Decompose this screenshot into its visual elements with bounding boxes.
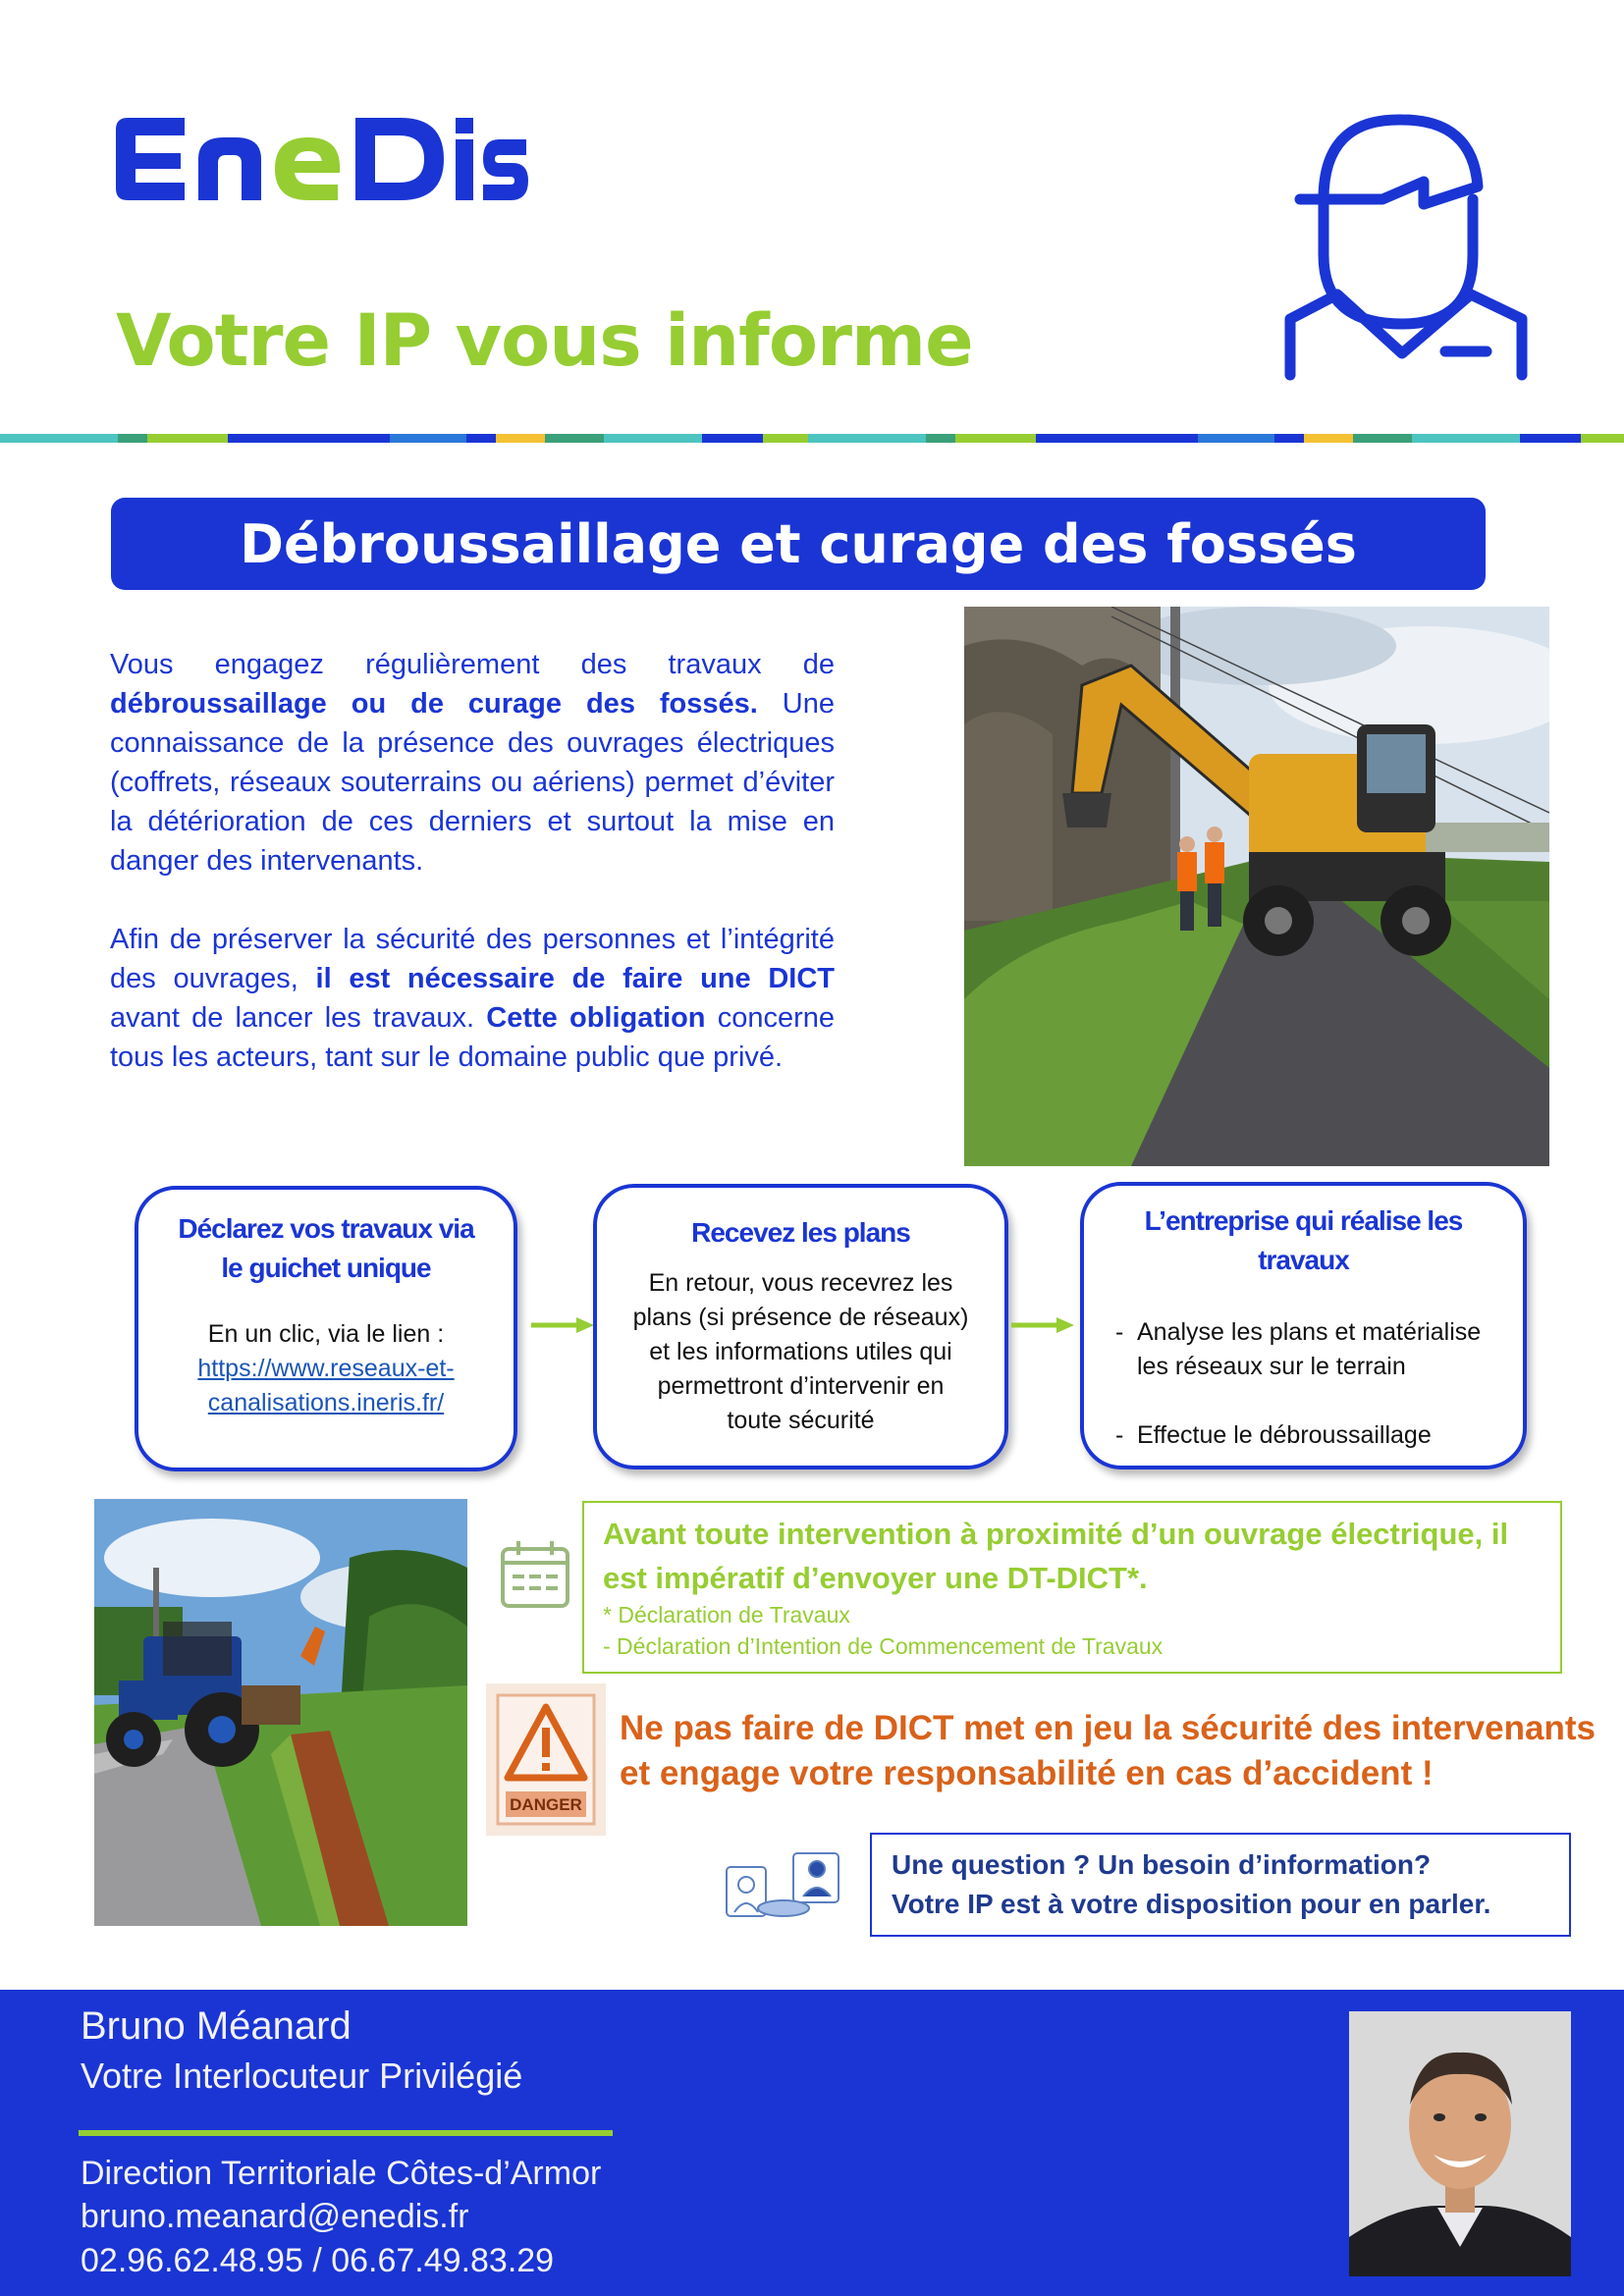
step-contractor	[1080, 1182, 1527, 1469]
arrow-right-icon	[531, 1315, 594, 1335]
link-text: canalisations.ineris.fr/	[207, 1389, 445, 1416]
step-title: Déclarez vos travaux via	[178, 1213, 474, 1244]
step-text: toute sécurité	[727, 1407, 875, 1434]
title-banner	[111, 498, 1486, 590]
bullet: -	[1115, 1318, 1124, 1346]
intro-text: concerne tous les acteurs, tant sur le domaine public que privé.	[110, 1002, 835, 1073]
intro-emphasis: Cette obligation	[486, 1002, 706, 1034]
step-text: plans (si présence de réseaux)	[632, 1304, 969, 1331]
step-text: En retour, vous recevrez les	[648, 1269, 953, 1297]
color-stripe	[0, 434, 1624, 443]
page-title: Débroussaillage et curage des fossés	[240, 512, 1357, 575]
dt-dict-headline: Avant toute intervention à proximité d’un ouvrage électrique, il est impératif d’envoyer une DT-DICT*.	[603, 1517, 1509, 1595]
contact-name: Bruno Méanard	[81, 2004, 352, 2048]
page-headline: Votre IP vous informe	[116, 299, 973, 383]
contact-direction: Direction Territoriale Côtes-d’Armor	[81, 2155, 602, 2192]
intro-emphasis: débroussaillage ou de curage des fossés.	[110, 688, 758, 720]
step-text: et les informations utiles qui	[649, 1338, 952, 1365]
contact-email[interactable]: bruno.meanard@enedis.fr	[81, 2198, 469, 2235]
danger-warning-text: Ne pas faire de DICT met en jeu la sécurité des intervenants et engage votre responsabilité en cas d’accident !	[620, 1709, 1596, 1792]
step-title: L’entreprise qui réalise les	[1144, 1205, 1463, 1236]
intro-paragraph-2	[110, 920, 835, 1077]
list-item-text: Analyse les plans et matérialise	[1137, 1318, 1482, 1346]
question-text: Une question ? Un besoin d’information? Votre IP est à votre disposition pour en parler.	[892, 1849, 1491, 1919]
meeting-icon	[723, 1847, 844, 1926]
contact-phone: 02.96.62.48.95 / 06.67.49.83.29	[81, 2242, 555, 2279]
step-text: permettront d’intervenir en	[657, 1372, 945, 1400]
step-title: le guichet unique	[221, 1253, 431, 1283]
enedis-logo	[116, 110, 528, 208]
calendar-icon	[499, 1539, 571, 1612]
step-title: Recevez les plans	[691, 1217, 910, 1248]
intro-paragraph-1	[110, 645, 835, 881]
tractor-photo	[94, 1499, 467, 1926]
intro-text: Une connaissance de la présence des ouvrages électriques (coffrets, réseaux souterrains ou aériens) permet d’éviter la détérioration de ces derniers et surtout la mise en danger des intervenants.	[110, 688, 835, 877]
contact-role: Votre Interlocuteur Privilégié	[81, 2056, 523, 2096]
step-declare-works	[135, 1186, 517, 1471]
excavator-photo	[964, 607, 1549, 1166]
intro-text: Afin de préserver la sécurité des personnes et l’intégrité des ouvrages,	[110, 924, 835, 994]
step-title: travaux	[1258, 1245, 1349, 1275]
dt-footnote: * Déclaration de Travaux	[603, 1602, 850, 1628]
footer-divider	[79, 2130, 613, 2136]
danger-warning-icon	[486, 1683, 606, 1836]
intro-text: Vous engagez régulièrement des travaux de	[110, 649, 835, 680]
person-icon	[1276, 108, 1532, 383]
bullet: -	[1115, 1421, 1124, 1449]
dict-footnote: - Déclaration d’Intention de Commencement de Travaux	[603, 1633, 1164, 1659]
contact-portrait-photo	[1349, 2011, 1571, 2276]
intro-emphasis: il est nécessaire de faire une DICT	[315, 963, 835, 994]
intro-text: avant de lancer les travaux.	[110, 1002, 487, 1034]
arrow-right-icon	[1011, 1315, 1074, 1335]
list-item	[1115, 1315, 1523, 1350]
step-text: En un clic, via le lien :	[207, 1320, 445, 1348]
list-item	[1115, 1418, 1523, 1453]
list-item-text: les réseaux sur le terrain	[1137, 1353, 1406, 1380]
link-text: https://www.reseaux-et-	[197, 1355, 455, 1382]
guichet-unique-link[interactable]	[138, 1352, 514, 1420]
danger-badge-label: DANGER	[510, 1795, 582, 1814]
list-item-text: Effectue le débroussaillage	[1137, 1421, 1432, 1449]
step-receive-plans	[593, 1184, 1008, 1469]
